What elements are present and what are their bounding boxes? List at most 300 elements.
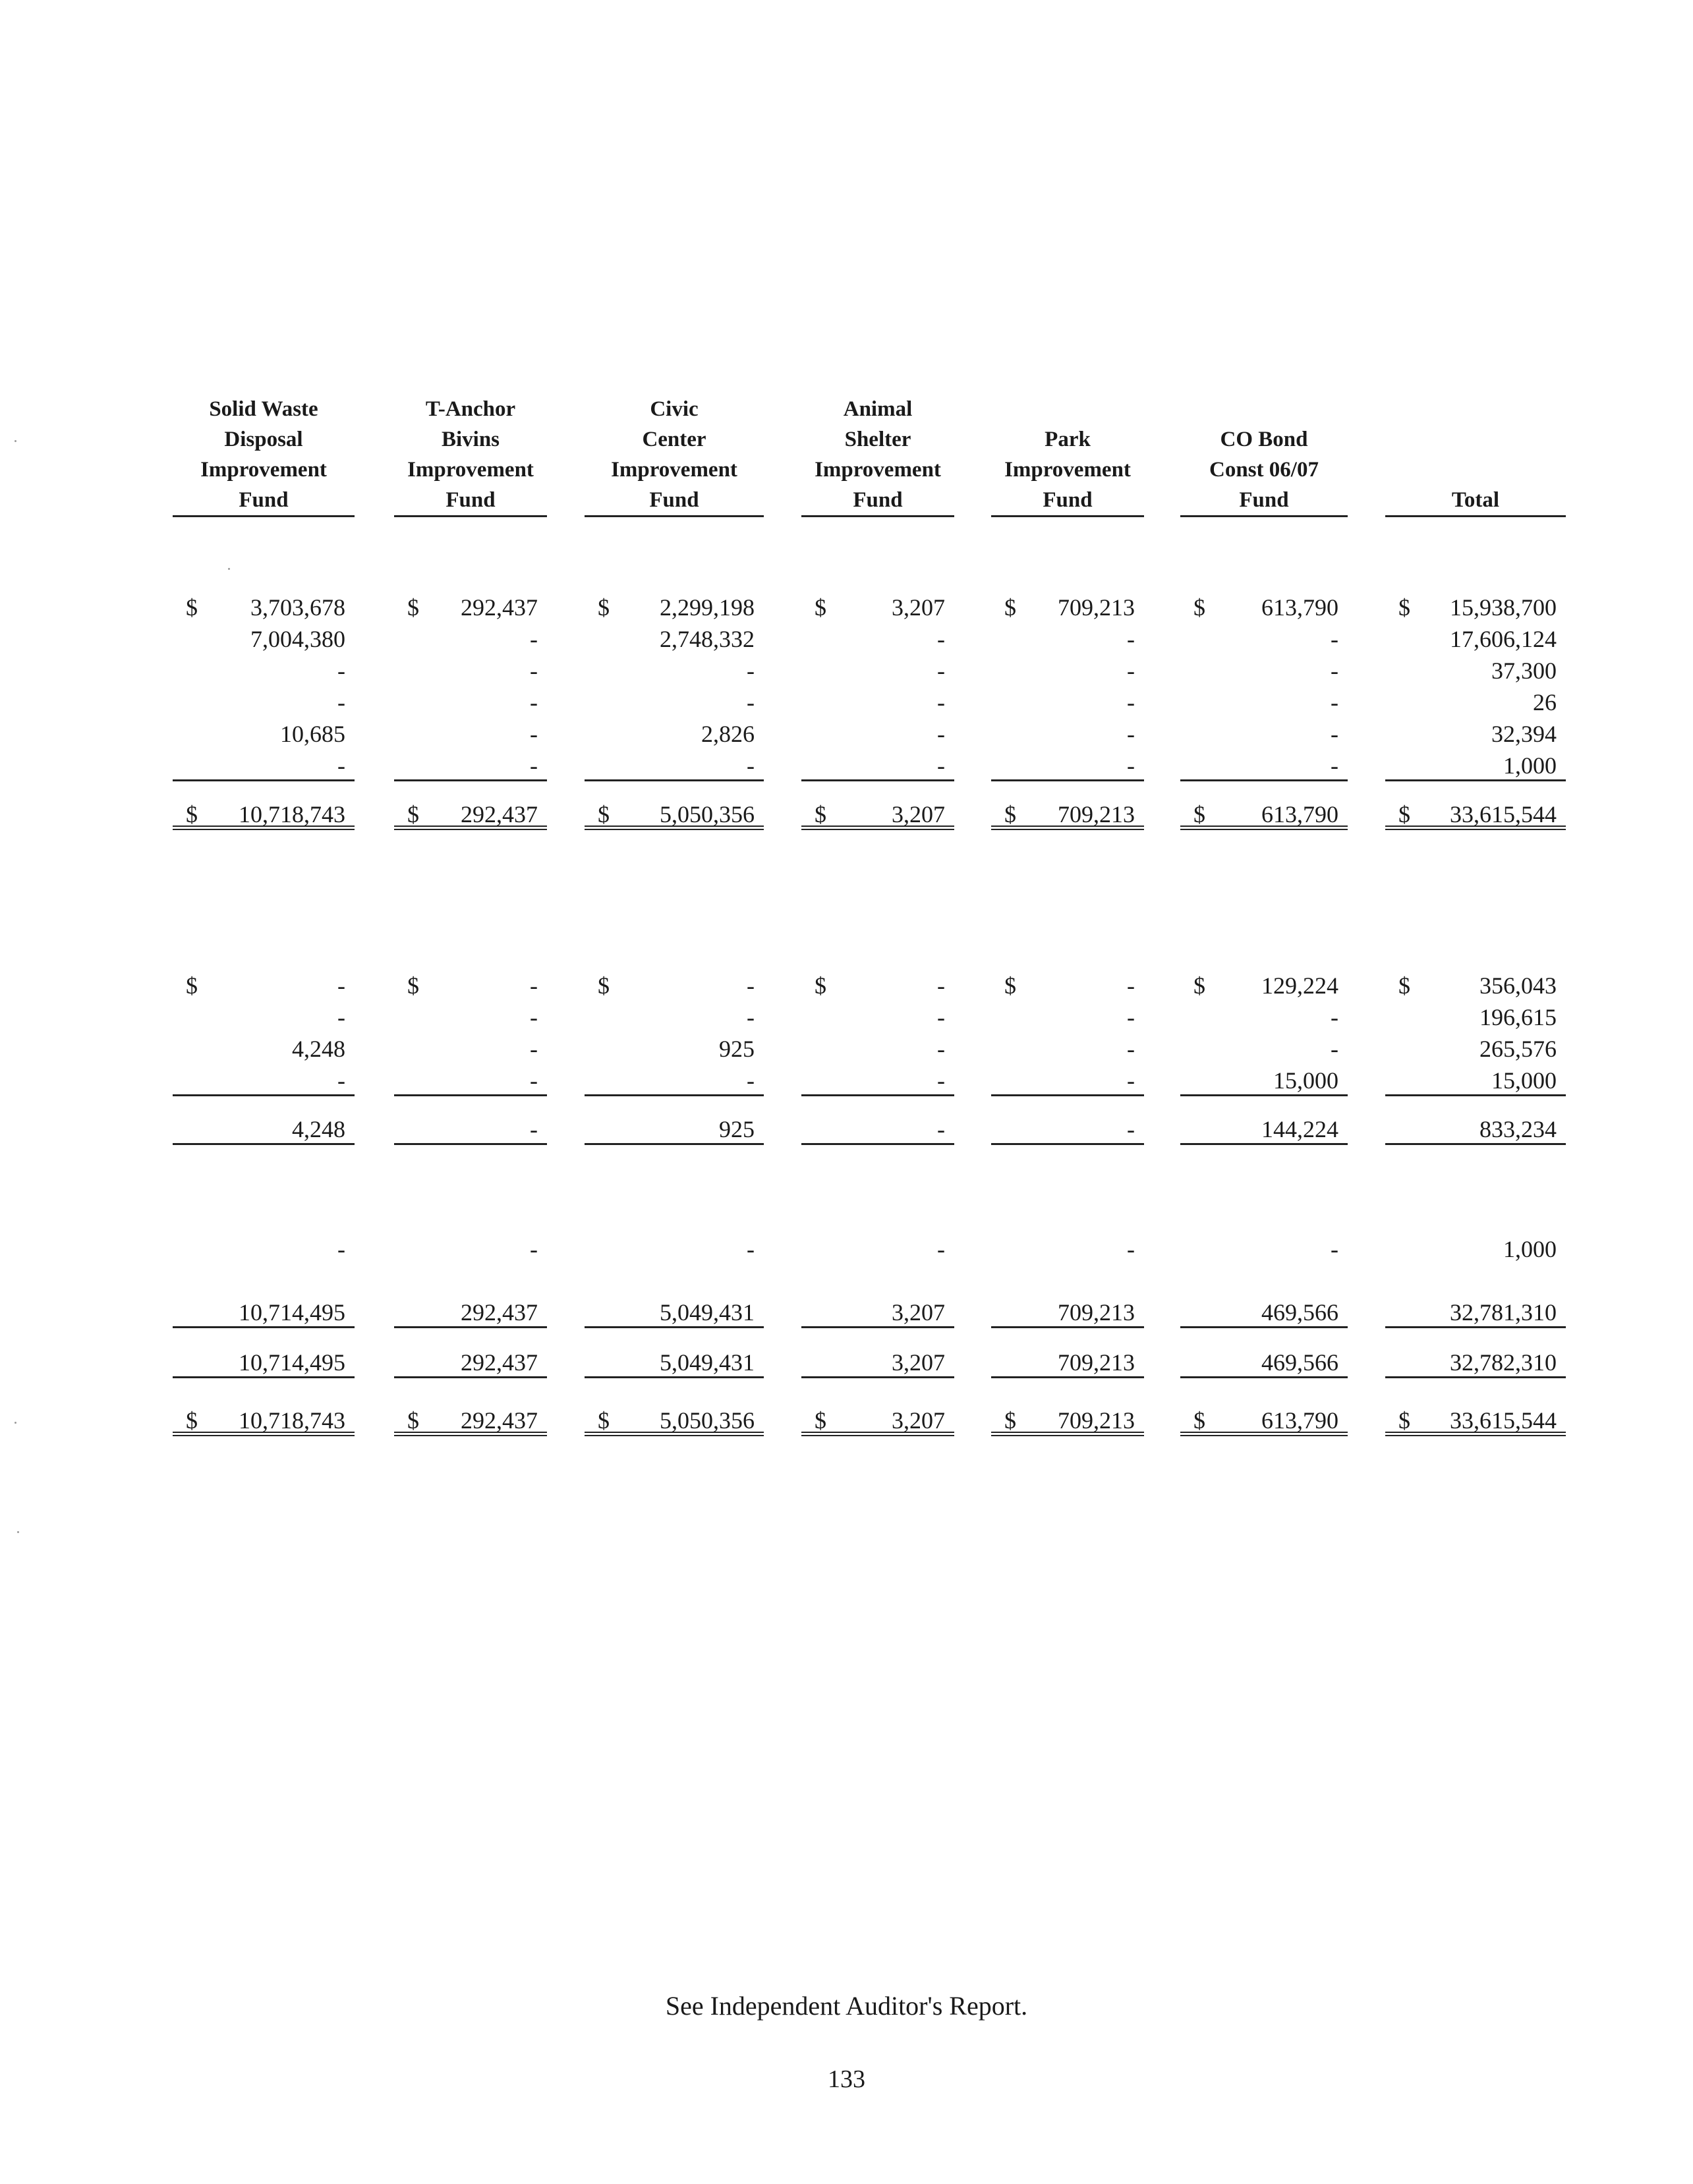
cell-value: - — [337, 1236, 345, 1262]
dollar-sign: $ — [186, 801, 198, 827]
cell-value: - — [1127, 1067, 1135, 1094]
cell-value: 3,207 — [892, 594, 945, 621]
table-cell — [173, 1405, 355, 1436]
table-cell — [585, 1297, 764, 1328]
cell-value: 1,000 — [1503, 752, 1557, 779]
cell-value: 265,576 — [1479, 1036, 1557, 1062]
table-cell — [173, 750, 355, 781]
cell-value: 833,234 — [1479, 1116, 1557, 1142]
table-cell — [585, 592, 764, 623]
table-cell — [1180, 718, 1348, 750]
table-cell — [801, 1347, 954, 1378]
cell-value: 709,213 — [1058, 1349, 1135, 1376]
table-cell — [1385, 1297, 1566, 1328]
table-cell — [801, 718, 954, 750]
header-line: T-Anchor — [425, 397, 516, 421]
dollar-sign: $ — [407, 1407, 419, 1434]
table-cell — [394, 1033, 547, 1065]
cell-value: 4,248 — [292, 1036, 345, 1062]
table-cell — [1385, 1405, 1566, 1436]
table-row — [0, 750, 1693, 781]
header-line: Fund — [445, 488, 496, 512]
table-cell — [585, 1065, 764, 1096]
table-cell — [585, 686, 764, 718]
table-cell — [991, 798, 1144, 830]
table-row — [0, 1001, 1693, 1033]
cell-value: 5,049,431 — [660, 1349, 755, 1376]
header-line: Civic — [650, 397, 699, 421]
table-cell — [585, 623, 764, 655]
cell-value: 709,213 — [1058, 1299, 1135, 1326]
header-civic-center-fund — [585, 389, 764, 517]
cell-value: - — [337, 752, 345, 779]
table-cell — [585, 655, 764, 686]
dollar-sign: $ — [407, 801, 419, 827]
cell-value: 10,714,495 — [239, 1349, 345, 1376]
header-line: CO Bond — [1220, 428, 1308, 451]
cell-value: 5,049,431 — [660, 1299, 755, 1326]
table-cell — [173, 1297, 355, 1328]
cell-value: - — [1127, 752, 1135, 779]
cell-value: 613,790 — [1261, 1407, 1338, 1434]
cell-value: - — [1331, 721, 1338, 747]
header-line: Fund — [239, 488, 289, 512]
cell-value: - — [747, 972, 755, 999]
table-cell — [585, 1001, 764, 1033]
table-row — [0, 798, 1693, 830]
cell-value: - — [530, 1036, 538, 1062]
table-cell — [991, 1347, 1144, 1378]
cell-value: - — [1331, 1036, 1338, 1062]
cell-value: - — [530, 1067, 538, 1094]
table-cell — [173, 1033, 355, 1065]
cell-value: 2,748,332 — [660, 626, 755, 652]
cell-value: 17,606,124 — [1450, 626, 1557, 652]
cell-value: - — [530, 658, 538, 684]
table-cell — [1180, 1297, 1348, 1328]
cell-value: 3,207 — [892, 1299, 945, 1326]
cell-value: - — [337, 1004, 345, 1030]
cell-value: 5,050,356 — [660, 801, 755, 827]
table-cell — [801, 686, 954, 718]
table-row — [0, 718, 1693, 750]
table-cell — [173, 1233, 355, 1265]
table-cell — [1180, 970, 1348, 1001]
header-line: Total — [1451, 488, 1500, 512]
cell-value: 10,714,495 — [239, 1299, 345, 1326]
table-cell — [585, 1113, 764, 1145]
cell-value: 1,000 — [1503, 1236, 1557, 1262]
table-cell — [173, 970, 355, 1001]
cell-value: - — [1127, 1116, 1135, 1142]
table-cell — [801, 1033, 954, 1065]
cell-value: 925 — [719, 1116, 755, 1142]
table-cell — [585, 1233, 764, 1265]
table-cell — [1180, 592, 1348, 623]
dollar-sign: $ — [1193, 1407, 1205, 1434]
dollar-sign: $ — [1398, 1407, 1410, 1434]
cell-value: - — [1127, 658, 1135, 684]
header-line: Solid Waste — [209, 397, 318, 421]
table-cell — [1385, 623, 1566, 655]
cell-value: - — [937, 658, 945, 684]
header-line: Fund — [1239, 488, 1289, 512]
table-cell — [394, 718, 547, 750]
cell-value: 613,790 — [1261, 594, 1338, 621]
scan-speck — [14, 440, 16, 442]
cell-value: 33,615,544 — [1450, 801, 1557, 827]
cell-value: 709,213 — [1058, 594, 1135, 621]
table-cell — [585, 718, 764, 750]
table-row — [0, 1065, 1693, 1096]
cell-value: 2,826 — [701, 721, 755, 747]
table-cell — [1180, 686, 1348, 718]
table-cell — [991, 592, 1144, 623]
header-line: Fund — [853, 488, 903, 512]
table-cell — [801, 1001, 954, 1033]
cell-value: 2,299,198 — [660, 594, 755, 621]
cell-value: - — [1127, 626, 1135, 652]
table-cell — [1385, 686, 1566, 718]
table-cell — [394, 1233, 547, 1265]
table-cell — [1180, 1347, 1348, 1378]
table-cell — [1385, 798, 1566, 830]
dollar-sign: $ — [815, 972, 826, 999]
cell-value: 15,000 — [1491, 1067, 1557, 1094]
table-row — [0, 1297, 1693, 1328]
table-cell — [1385, 1065, 1566, 1096]
table-cell — [1385, 1233, 1566, 1265]
dollar-sign: $ — [1398, 801, 1410, 827]
table-cell — [173, 1347, 355, 1378]
table-cell — [585, 1405, 764, 1436]
table-cell — [991, 970, 1144, 1001]
cell-value: 10,718,743 — [239, 801, 345, 827]
table-cell — [1180, 798, 1348, 830]
dollar-sign: $ — [598, 972, 610, 999]
table-cell — [1385, 1113, 1566, 1145]
table-cell — [585, 750, 764, 781]
cell-value: - — [1331, 1004, 1338, 1030]
table-cell — [394, 798, 547, 830]
table-row — [0, 1347, 1693, 1378]
header-line: Improvement — [407, 458, 534, 482]
header-line: Improvement — [200, 458, 327, 482]
header-co-bond-fund — [1180, 389, 1348, 517]
dollar-sign: $ — [186, 972, 198, 999]
cell-value: - — [337, 689, 345, 715]
table-cell — [1385, 1001, 1566, 1033]
table-cell — [173, 1113, 355, 1145]
cell-value: 15,000 — [1273, 1067, 1338, 1094]
table-cell — [585, 798, 764, 830]
cell-value: - — [937, 721, 945, 747]
header-park-improvement-fund — [991, 389, 1144, 517]
dollar-sign: $ — [1004, 801, 1016, 827]
table-cell — [801, 1405, 954, 1436]
table-row — [0, 1033, 1693, 1065]
auditor-report-note: See Independent Auditor's Report. — [665, 1991, 1028, 2021]
header-animal-shelter-fund — [801, 389, 954, 517]
table-cell — [1180, 1233, 1348, 1265]
cell-value: - — [937, 1036, 945, 1062]
table-cell — [991, 1065, 1144, 1096]
cell-value: 4,248 — [292, 1116, 345, 1142]
table-cell — [991, 1001, 1144, 1033]
table-cell — [1385, 970, 1566, 1001]
table-cell — [394, 1001, 547, 1033]
table-cell — [991, 750, 1144, 781]
dollar-sign: $ — [1398, 594, 1410, 621]
cell-value: 196,615 — [1479, 1004, 1557, 1030]
table-cell — [801, 623, 954, 655]
table-cell — [1180, 655, 1348, 686]
cell-value: 3,703,678 — [250, 594, 345, 621]
cell-value: 292,437 — [461, 1407, 538, 1434]
cell-value: - — [530, 1236, 538, 1262]
table-cell — [1180, 1113, 1348, 1145]
dollar-sign: $ — [186, 594, 198, 621]
table-cell — [173, 798, 355, 830]
cell-value: - — [1127, 972, 1135, 999]
cell-value: 33,615,544 — [1450, 1407, 1557, 1434]
table-row — [0, 1113, 1693, 1145]
table-cell — [801, 1233, 954, 1265]
cell-value: 144,224 — [1261, 1116, 1338, 1142]
dollar-sign: $ — [598, 1407, 610, 1434]
dollar-sign: $ — [1004, 972, 1016, 999]
cell-value: 292,437 — [461, 1349, 538, 1376]
cell-value: 3,207 — [892, 801, 945, 827]
cell-value: - — [1331, 658, 1338, 684]
table-cell — [991, 1297, 1144, 1328]
cell-value: - — [937, 1067, 945, 1094]
dollar-sign: $ — [815, 1407, 826, 1434]
cell-value: - — [530, 721, 538, 747]
table-cell — [394, 1297, 547, 1328]
table-cell — [1385, 1347, 1566, 1378]
cell-value: 292,437 — [461, 1299, 538, 1326]
cell-value: - — [1127, 689, 1135, 715]
table-cell — [394, 655, 547, 686]
cell-value: 292,437 — [461, 594, 538, 621]
cell-value: - — [1331, 626, 1338, 652]
table-cell — [801, 1113, 954, 1145]
table-row — [0, 655, 1693, 686]
cell-value: 10,685 — [280, 721, 345, 747]
dollar-sign: $ — [1004, 1407, 1016, 1434]
scan-speck — [14, 1422, 16, 1424]
table-cell — [1385, 655, 1566, 686]
scan-speck — [17, 1531, 19, 1533]
table-cell — [991, 1233, 1144, 1265]
scan-speck — [228, 568, 230, 570]
table-cell — [394, 970, 547, 1001]
header-line: Const 06/07 — [1209, 458, 1319, 482]
dollar-sign: $ — [1398, 972, 1410, 999]
header-line: Disposal — [224, 428, 303, 451]
table-cell — [991, 1113, 1144, 1145]
table-cell — [991, 1405, 1144, 1436]
header-total — [1385, 389, 1566, 517]
cell-value: - — [1127, 721, 1135, 747]
cell-value: - — [937, 626, 945, 652]
table-cell — [394, 686, 547, 718]
table-row — [0, 623, 1693, 655]
dollar-sign: $ — [407, 972, 419, 999]
table-row — [0, 686, 1693, 718]
table-row — [0, 1233, 1693, 1265]
page-number: 133 — [828, 2065, 865, 2093]
cell-value: 7,004,380 — [250, 626, 345, 652]
cell-value: 709,213 — [1058, 1407, 1135, 1434]
dollar-sign: $ — [1193, 972, 1205, 999]
header-solid-waste-disposal-fund — [173, 389, 355, 517]
header-line: Fund — [649, 488, 699, 512]
table-cell — [173, 623, 355, 655]
cell-value: 709,213 — [1058, 801, 1135, 827]
table-cell — [173, 592, 355, 623]
cell-value: 613,790 — [1261, 801, 1338, 827]
table-row — [0, 592, 1693, 623]
table-cell — [173, 1001, 355, 1033]
table-cell — [1180, 1033, 1348, 1065]
header-line: Improvement — [611, 458, 737, 482]
cell-value: - — [337, 658, 345, 684]
cell-value: - — [937, 752, 945, 779]
cell-value: - — [1331, 689, 1338, 715]
dollar-sign: $ — [407, 594, 419, 621]
dollar-sign: $ — [186, 1407, 198, 1434]
cell-value: 5,050,356 — [660, 1407, 755, 1434]
cell-value: - — [937, 689, 945, 715]
cell-value: 37,300 — [1491, 658, 1557, 684]
cell-value: - — [747, 689, 755, 715]
header-line: Park — [1045, 428, 1091, 451]
cell-value: - — [1127, 1236, 1135, 1262]
table-cell — [173, 655, 355, 686]
cell-value: 129,224 — [1261, 972, 1338, 999]
cell-value: 15,938,700 — [1450, 594, 1557, 621]
cell-value: 356,043 — [1479, 972, 1557, 999]
cell-value: - — [337, 972, 345, 999]
table-cell — [585, 970, 764, 1001]
cell-value: - — [747, 1004, 755, 1030]
cell-value: - — [747, 1236, 755, 1262]
cell-value: - — [747, 752, 755, 779]
table-cell — [801, 798, 954, 830]
cell-value: - — [530, 752, 538, 779]
header-line: Bivins — [441, 428, 500, 451]
cell-value: 32,394 — [1491, 721, 1557, 747]
table-cell — [1385, 592, 1566, 623]
table-row — [0, 1405, 1693, 1436]
dollar-sign: $ — [815, 594, 826, 621]
table-cell — [801, 750, 954, 781]
table-cell — [1385, 750, 1566, 781]
table-cell — [1180, 1405, 1348, 1436]
cell-value: - — [937, 972, 945, 999]
dollar-sign: $ — [598, 594, 610, 621]
cell-value: 26 — [1533, 689, 1557, 715]
cell-value: - — [530, 972, 538, 999]
cell-value: 3,207 — [892, 1407, 945, 1434]
dollar-sign: $ — [1193, 594, 1205, 621]
table-cell — [991, 718, 1144, 750]
cell-value: - — [530, 1004, 538, 1030]
dollar-sign: $ — [815, 801, 826, 827]
table-cell — [991, 623, 1144, 655]
table-cell — [801, 592, 954, 623]
header-line: Shelter — [844, 428, 911, 451]
table-cell — [173, 1065, 355, 1096]
table-cell — [991, 1033, 1144, 1065]
table-cell — [991, 686, 1144, 718]
table-row — [0, 970, 1693, 1001]
cell-value: 469,566 — [1261, 1349, 1338, 1376]
table-cell — [394, 592, 547, 623]
cell-value: 32,781,310 — [1450, 1299, 1557, 1326]
header-line: Improvement — [815, 458, 941, 482]
cell-value: - — [337, 1067, 345, 1094]
table-cell — [394, 1065, 547, 1096]
table-cell — [1180, 623, 1348, 655]
header-line: Animal — [843, 397, 913, 421]
table-cell — [1385, 1033, 1566, 1065]
header-line: Center — [642, 428, 706, 451]
dollar-sign: $ — [598, 801, 610, 827]
cell-value: 3,207 — [892, 1349, 945, 1376]
cell-value: 32,782,310 — [1450, 1349, 1557, 1376]
table-cell — [173, 686, 355, 718]
cell-value: - — [530, 626, 538, 652]
table-cell — [394, 1347, 547, 1378]
cell-value: - — [747, 1067, 755, 1094]
cell-value: - — [937, 1236, 945, 1262]
cell-value: - — [937, 1004, 945, 1030]
table-cell — [394, 623, 547, 655]
dollar-sign: $ — [1004, 594, 1016, 621]
cell-value: 469,566 — [1261, 1299, 1338, 1326]
header-t-anchor-bivins-fund — [394, 389, 547, 517]
table-cell — [394, 750, 547, 781]
table-cell — [801, 655, 954, 686]
cell-value: - — [937, 1116, 945, 1142]
table-cell — [1180, 1065, 1348, 1096]
cell-value: 10,718,743 — [239, 1407, 345, 1434]
cell-value: - — [1127, 1004, 1135, 1030]
table-cell — [585, 1033, 764, 1065]
cell-value: 925 — [719, 1036, 755, 1062]
table-cell — [394, 1405, 547, 1436]
table-cell — [1385, 718, 1566, 750]
cell-value: - — [530, 1116, 538, 1142]
cell-value: - — [1331, 752, 1338, 779]
cell-value: - — [1127, 1036, 1135, 1062]
table-cell — [1180, 750, 1348, 781]
table-cell — [394, 1113, 547, 1145]
table-cell — [991, 655, 1144, 686]
cell-value: - — [530, 689, 538, 715]
table-cell — [585, 1347, 764, 1378]
header-line: Improvement — [1004, 458, 1131, 482]
cell-value: - — [1331, 1236, 1338, 1262]
dollar-sign: $ — [1193, 801, 1205, 827]
table-cell — [801, 1297, 954, 1328]
table-cell — [1180, 1001, 1348, 1033]
table-cell — [801, 970, 954, 1001]
table-cell — [173, 718, 355, 750]
